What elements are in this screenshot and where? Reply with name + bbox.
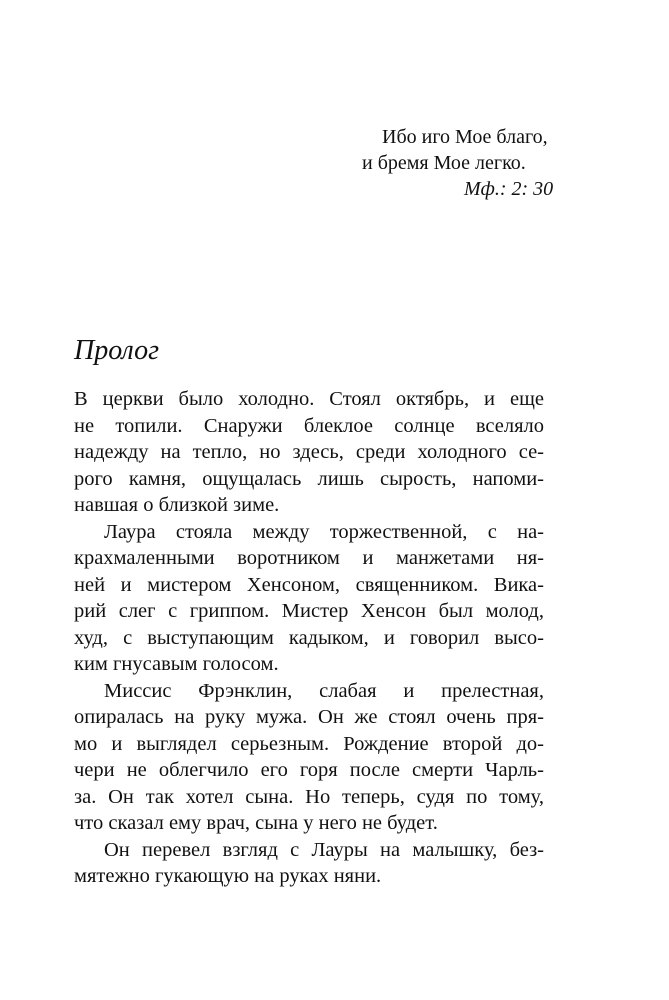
text-line: опиралась на руку мужа. Он же стоял очень пря- [74,706,544,728]
text-line: чери не облегчило его горя после смерти Чарль- [74,759,544,781]
text-line: Лаура стояла между торжественной, с на- [104,520,544,543]
text-line: рий слег с гриппом. Мистер Хенсон был молод, [74,600,544,622]
text-line: ней и мистером Хенсоном, священником. Вика- [74,573,544,596]
body-text [74,386,544,890]
text-line: рого камня, ощущалась лишь сырость, напоми- [74,467,544,490]
text-line: Миссис Фрэнклин, слабая и прелестная, [104,679,544,702]
epigraph-source: Мф.: 2: 30 [464,178,554,200]
epigraph-line: и бремя Мое легко. [362,152,526,174]
text-line: не топили. Снаружи блеклое солнце вселяло [74,414,544,437]
text-line: ким гнусавым голосом. [74,653,279,675]
epigraph-line: Ибо иго Мое благо, [382,126,548,148]
chapter-title: Пролог [74,335,159,366]
text-line: мятежно гукающую на руках няни. [74,865,382,887]
text-line: худ, с выступающим кадыком, и говорил высо- [74,626,544,649]
epigraph [300,124,552,202]
text-line: В церкви было холодно. Стоял октябрь, и еще [74,388,544,410]
text-line: за. Он так хотел сына. Но теперь, судя по тому, [74,785,544,808]
text-line: крахмаленными воротником и манжетами ня- [74,547,544,569]
text-line: Он перевел взгляд с Лауры на малышку, без- [104,838,544,861]
text-line: надежду на тепло, но здесь, среди холодного се- [74,441,544,463]
text-line: мо и выглядел серьезным. Рождение второй до- [74,732,544,755]
text-line: что сказал ему врач, сына у него не будет. [74,812,438,834]
text-line: навшая о близкой зиме. [74,494,280,516]
